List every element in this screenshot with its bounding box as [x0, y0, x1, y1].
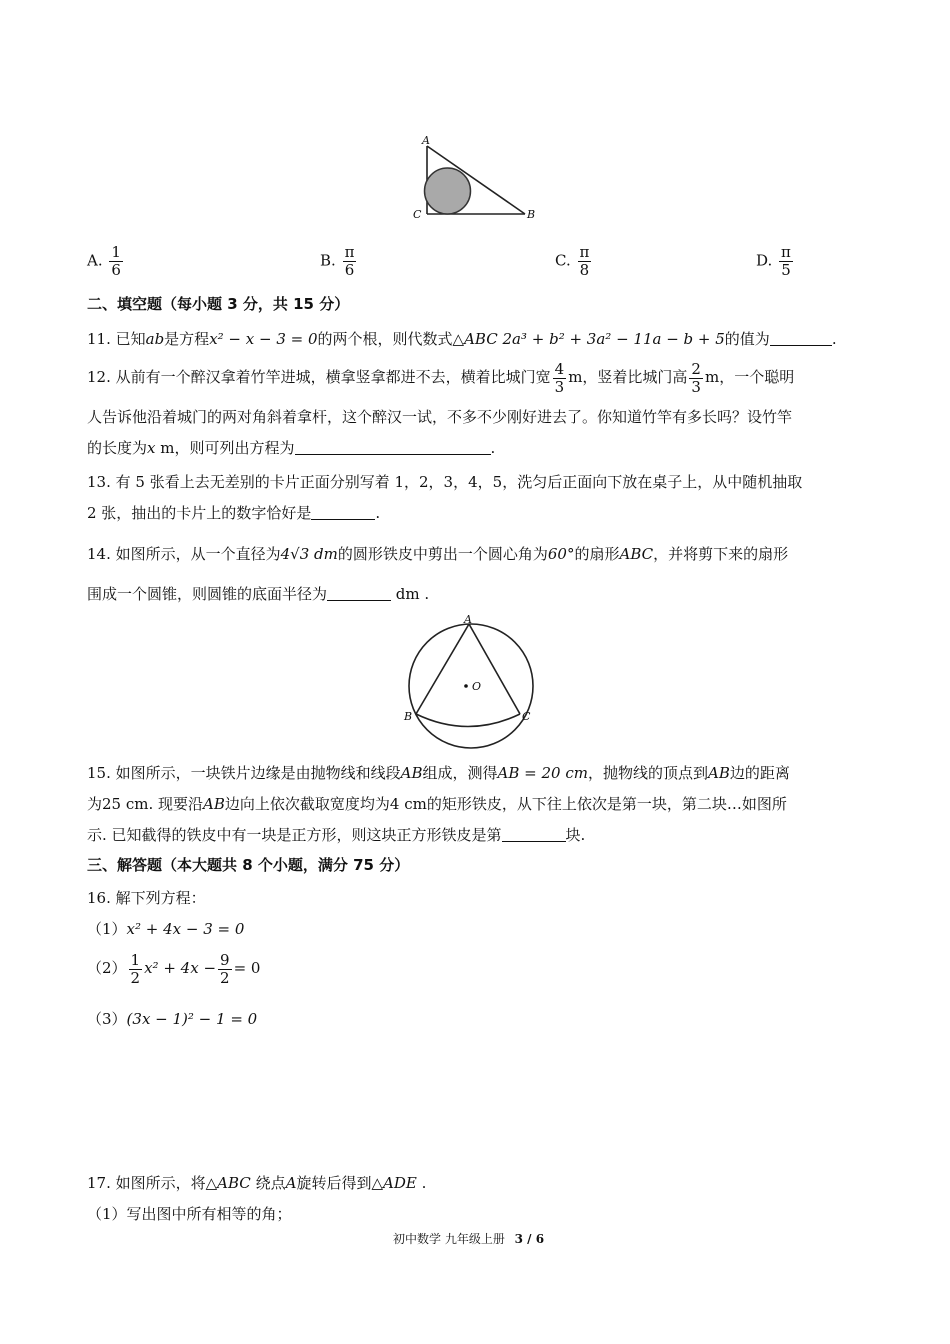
label-b: B	[527, 208, 536, 221]
label-a: A	[464, 613, 472, 626]
label-c: C	[413, 208, 422, 221]
footer-subject: 初中数学 九年级上册	[393, 1232, 505, 1246]
question-15-line3: 示. 已知截得的铁皮中有一块是正方形，则这块正方形铁皮是第 块.	[87, 826, 586, 844]
question-17-sub1: （1）写出图中所有相等的角；	[87, 1205, 292, 1223]
q10-option-a[interactable]: A. $\frac{1}{6}$	[87, 243, 121, 279]
triangle-incircle-figure	[405, 132, 545, 224]
sector-radius-ab	[416, 624, 469, 714]
question-13-line2: 2 张，抽出的卡片上的数字恰好是 .	[87, 504, 381, 522]
answer-blank[interactable]	[502, 827, 566, 842]
question-13-line1: 13. 有 5 张看上去无差别的卡片正面分别写着 1，2，3，4，5，洗匀后正面向下放在桌子上，从中随机抽取	[87, 473, 803, 491]
answer-blank[interactable]	[327, 586, 391, 601]
question-14-line1: 14. 如图所示，从一个直径为4√3 dm的圆形铁皮中剪出一个圆心角为60°的扇形ABC，并将剪下来的扇形	[87, 545, 789, 563]
outer-circle	[409, 624, 533, 748]
label-b: B	[404, 710, 413, 723]
question-16-title: 16. 解下列方程：	[87, 889, 206, 907]
question-11: 11. 已知ab是方程x² − x − 3 = 0的两个根，则代数式△ABC 2a³ + b² + 3a² − 11a − b + 5的值为 .	[87, 330, 837, 348]
label-a: A	[422, 134, 430, 147]
question-12-line1: 12. 从前有一个醉汉拿着竹竿进城，横拿竖拿都进不去，横着比城门宽 $\frac{4}{3}$ m，竖着比城门高 $\frac{2}{3}$ m，一个聪明	[87, 359, 795, 396]
label-o: O	[472, 680, 482, 693]
answer-blank[interactable]	[770, 331, 832, 346]
inscribed-circle	[425, 168, 471, 214]
question-16-item3: （3）(3x − 1)² − 1 = 0	[87, 1010, 258, 1028]
q10-option-b[interactable]: B. $\frac{\pi}{6}$	[320, 243, 355, 279]
question-16-item2: （2） $\frac{1}{2}$ x² + 4x − $\frac{9}{2}$ = 0	[87, 950, 261, 987]
circle-sector-figure	[400, 613, 550, 753]
answer-blank[interactable]	[311, 505, 375, 520]
sector-radius-ac	[469, 624, 520, 714]
center-point	[464, 684, 468, 688]
question-16-item1: （1）x² + 4x − 3 = 0	[87, 920, 245, 938]
question-15-line1: 15. 如图所示，一块铁片边缘是由抛物线和线段AB组成，测得AB = 20 cm，抛物线的顶点到AB边的距离	[87, 764, 790, 782]
page-footer	[393, 1230, 544, 1247]
question-15-line2: 为25 cm. 现要沿AB边向上依次截取宽度均为4 cm的矩形铁皮，从下往上依次是第一块，第二块…如图所	[87, 795, 787, 813]
footer-page-number: 3 / 6	[514, 1232, 545, 1246]
question-17: 17. 如图所示，将△ABC 绕点A旋转后得到△ADE .	[87, 1174, 427, 1192]
section3-heading: 三、解答题（本大题共 8 个小题，满分 75 分）	[87, 856, 410, 874]
q10-option-c[interactable]: C. $\frac{\pi}{8}$	[555, 243, 590, 279]
q10-option-d[interactable]: D. $\frac{\pi}{5}$	[756, 243, 791, 279]
question-12-line3: 的长度为x m，则可列出方程为 .	[87, 439, 496, 457]
sector-arc-bc	[416, 714, 520, 727]
question-12-line2: 人告诉他沿着城门的两对角斜着拿杆，这个醉汉一试，不多不少刚好进去了。你知道竹竿有多长吗？设竹竿	[87, 408, 793, 426]
question-14-line2: 围成一个圆锥，则圆锥的底面半径为 dm .	[87, 585, 430, 603]
label-c: C	[522, 710, 531, 723]
answer-blank[interactable]	[295, 440, 491, 455]
section2-heading: 二、填空题（每小题 3 分，共 15 分）	[87, 295, 350, 313]
